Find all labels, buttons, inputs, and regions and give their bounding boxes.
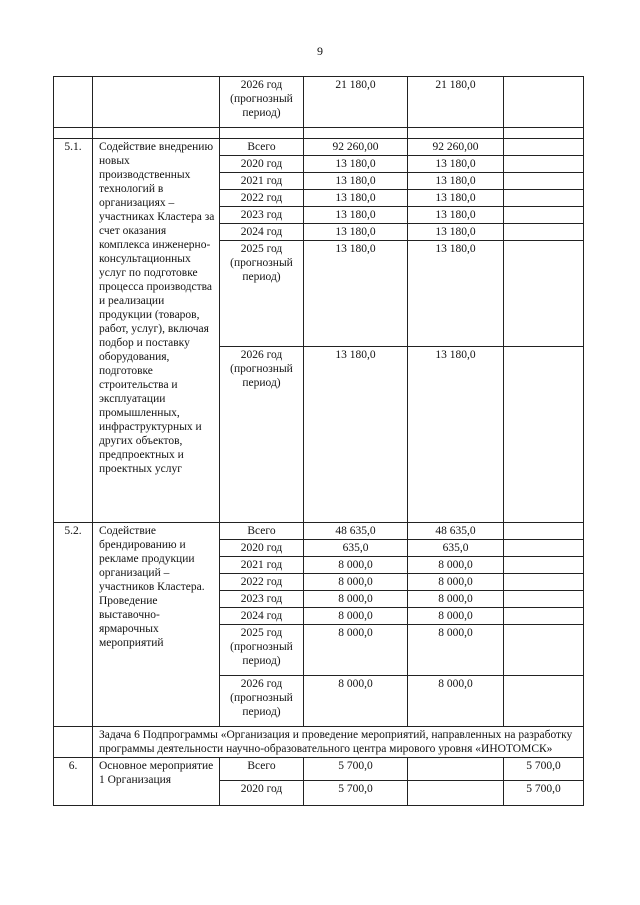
total-cell: 13 180,0 (304, 241, 408, 347)
other-cell (504, 173, 584, 190)
total-cell: 8 000,0 (304, 676, 408, 727)
other-cell (504, 540, 584, 557)
other-cell (504, 523, 584, 540)
item-name: Содействие внедрению новых производственных технологий в организациях – участниках Кластера за счет оказания комплекса инженерно-консультационных услуг по подготовке процесса производства и реализации продукции (товаров, работ, услуг), включая подбор и поставку оборудования, подготовке строительства и эксплуатации промышленных, инфраструктурных и других объектов, предпроектных и проектных услуг (93, 139, 220, 523)
other-cell (504, 625, 584, 676)
total-cell: 48 635,0 (304, 523, 408, 540)
source-cell: 8 000,0 (408, 676, 504, 727)
year-cell: 2023 год (220, 207, 304, 224)
year-cell: 2020 год (220, 540, 304, 557)
item-number: 6. (54, 758, 93, 806)
other-cell (504, 77, 584, 128)
other-cell (504, 347, 584, 523)
total-cell: 13 180,0 (304, 156, 408, 173)
item-name: Содействие брендированию и рекламе продукции организаций – участников Кластера. Проведение выставочно-ярмарочных мероприятий (93, 523, 220, 727)
source-cell: 92 260,00 (408, 139, 504, 156)
source-cell: 13 180,0 (408, 173, 504, 190)
other-cell (504, 224, 584, 241)
row-gap (504, 128, 584, 139)
name-cell (93, 77, 220, 128)
num-cell (54, 77, 93, 128)
other-cell (504, 574, 584, 591)
source-cell: 21 180,0 (408, 77, 504, 128)
table-row (54, 758, 584, 781)
item-number: 5.1. (54, 139, 93, 523)
other-cell (504, 156, 584, 173)
table-row (54, 77, 584, 128)
row-gap (220, 128, 304, 139)
source-cell (408, 758, 504, 781)
total-cell: 13 180,0 (304, 224, 408, 241)
year-cell: 2025 год (прогнозный период) (220, 625, 304, 676)
total-cell: 8 000,0 (304, 574, 408, 591)
other-cell (504, 139, 584, 156)
other-cell: 5 700,0 (504, 758, 584, 781)
total-cell: 635,0 (304, 540, 408, 557)
budget-table (53, 76, 584, 806)
total-cell: 21 180,0 (304, 77, 408, 128)
other-cell (504, 190, 584, 207)
total-cell: 8 000,0 (304, 591, 408, 608)
other-cell (504, 608, 584, 625)
year-cell: Всего (220, 139, 304, 156)
source-cell: 13 180,0 (408, 241, 504, 347)
source-cell: 8 000,0 (408, 625, 504, 676)
source-cell (408, 781, 504, 806)
table-row (54, 523, 584, 540)
row-gap (54, 128, 93, 139)
year-cell: 2025 год (прогнозный период) (220, 241, 304, 347)
source-cell: 8 000,0 (408, 557, 504, 574)
num-cell (54, 727, 93, 758)
source-cell: 13 180,0 (408, 156, 504, 173)
year-cell: 2026 год (прогнозный период) (220, 676, 304, 727)
year-cell: 2021 год (220, 173, 304, 190)
total-cell: 8 000,0 (304, 557, 408, 574)
source-cell: 635,0 (408, 540, 504, 557)
total-cell: 13 180,0 (304, 190, 408, 207)
other-cell (504, 591, 584, 608)
total-cell: 13 180,0 (304, 173, 408, 190)
total-cell: 8 000,0 (304, 625, 408, 676)
source-cell: 13 180,0 (408, 190, 504, 207)
year-cell: 2026 год (прогнозный период) (220, 77, 304, 128)
other-cell (504, 241, 584, 347)
source-cell: 13 180,0 (408, 347, 504, 523)
source-cell: 13 180,0 (408, 224, 504, 241)
total-cell: 13 180,0 (304, 207, 408, 224)
other-cell: 5 700,0 (504, 781, 584, 806)
year-cell: 2022 год (220, 574, 304, 591)
total-cell: 92 260,00 (304, 139, 408, 156)
year-cell: 2024 год (220, 608, 304, 625)
total-cell: 8 000,0 (304, 608, 408, 625)
year-cell: 2022 год (220, 190, 304, 207)
source-cell: 8 000,0 (408, 574, 504, 591)
other-cell (504, 557, 584, 574)
other-cell (504, 207, 584, 224)
year-cell: Всего (220, 758, 304, 781)
source-cell: 8 000,0 (408, 591, 504, 608)
source-cell: 48 635,0 (408, 523, 504, 540)
total-cell: 5 700,0 (304, 758, 408, 781)
task-6-text: Задача 6 Подпрограммы «Организация и проведение мероприятий, направленных на разработку программы деятельности научно-образовательного центра мирового уровня «ИНОТОМСК» (93, 727, 584, 758)
item-name: Основное мероприятие 1 Организация (93, 758, 220, 806)
year-cell: 2026 год (прогнозный период) (220, 347, 304, 523)
row-gap (93, 128, 220, 139)
row-gap (304, 128, 408, 139)
page-number: 9 (317, 44, 323, 58)
total-cell: 5 700,0 (304, 781, 408, 806)
table-row (54, 139, 584, 156)
year-cell: 2020 год (220, 781, 304, 806)
year-cell: Всего (220, 523, 304, 540)
year-cell: 2023 год (220, 591, 304, 608)
item-number: 5.2. (54, 523, 93, 727)
total-cell: 13 180,0 (304, 347, 408, 523)
other-cell (504, 676, 584, 727)
year-cell: 2024 год (220, 224, 304, 241)
source-cell: 13 180,0 (408, 207, 504, 224)
year-cell: 2020 год (220, 156, 304, 173)
source-cell: 8 000,0 (408, 608, 504, 625)
row-gap (408, 128, 504, 139)
year-cell: 2021 год (220, 557, 304, 574)
task-row (54, 727, 584, 758)
